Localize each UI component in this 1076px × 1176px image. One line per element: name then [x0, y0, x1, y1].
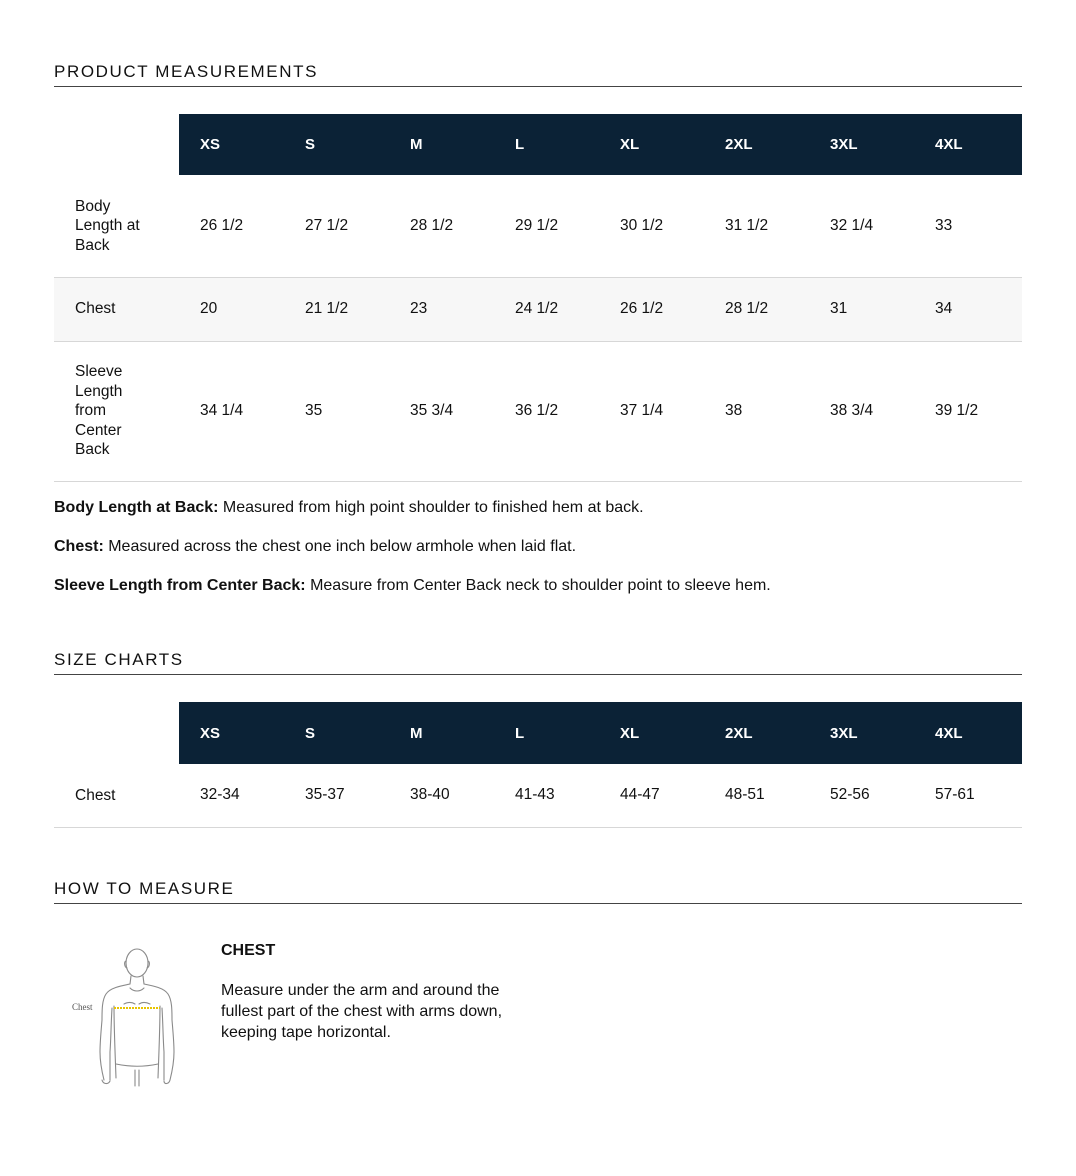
table-cell: 39 1/2 [914, 341, 1022, 481]
size-header: XS [179, 702, 284, 764]
table-cell: 32-34 [179, 764, 284, 827]
table-cell: 26 1/2 [599, 277, 704, 341]
product-measurements-heading: PRODUCT MEASUREMENTS [54, 62, 1022, 87]
body-outline-icon [66, 938, 182, 1090]
figure-label: Chest [72, 1002, 93, 1012]
table-cell: 41-43 [494, 764, 599, 827]
table-cell: 28 1/2 [704, 277, 809, 341]
header-blank-cell [54, 114, 179, 175]
table-cell: 33 [914, 175, 1022, 277]
table-row [54, 341, 1022, 481]
size-charts-table [54, 702, 1022, 828]
table-cell: 38 3/4 [809, 341, 914, 481]
table-cell: 30 1/2 [599, 175, 704, 277]
row-label: Sleeve Length from Center Back [54, 341, 179, 481]
table-cell: 26 1/2 [179, 175, 284, 277]
definition-item [54, 537, 1022, 576]
row-label: Chest [54, 277, 179, 341]
definition-term: Body Length at Back: [54, 499, 219, 516]
size-header: 2XL [704, 702, 809, 764]
chest-measure-figure [66, 938, 182, 1090]
table-cell: 35 3/4 [389, 341, 494, 481]
table-cell: 35-37 [284, 764, 389, 827]
table-cell: 36 1/2 [494, 341, 599, 481]
table-cell: 29 1/2 [494, 175, 599, 277]
table-header-row [54, 702, 1022, 764]
size-header: M [389, 702, 494, 764]
table-cell: 34 [914, 277, 1022, 341]
header-blank-cell [54, 702, 179, 764]
definition-text: Measure from Center Back neck to shoulder point to sleeve hem. [305, 577, 771, 594]
size-header: M [389, 114, 494, 175]
table-cell: 20 [179, 277, 284, 341]
row-label: Chest [54, 764, 179, 827]
table-cell: 31 [809, 277, 914, 341]
size-header: 3XL [809, 702, 914, 764]
how-to-measure-heading: HOW TO MEASURE [54, 879, 1022, 904]
table-cell: 38-40 [389, 764, 494, 827]
definition-item [54, 576, 1022, 615]
table-cell: 35 [284, 341, 389, 481]
table-cell: 23 [389, 277, 494, 341]
table-row [54, 764, 1022, 827]
definition-term: Chest: [54, 538, 104, 555]
size-header: L [494, 114, 599, 175]
table-cell: 21 1/2 [284, 277, 389, 341]
table-cell: 48-51 [704, 764, 809, 827]
measurement-definitions [54, 498, 1022, 615]
table-row [54, 277, 1022, 341]
table-cell: 38 [704, 341, 809, 481]
size-header: XL [599, 114, 704, 175]
table-cell: 52-56 [809, 764, 914, 827]
chest-measure-instructions: Measure under the arm and around the fullest part of the chest with arms down, keeping tape horizontal. [221, 982, 503, 1041]
definition-text: Measured across the chest one inch below armhole when laid flat. [103, 538, 577, 555]
product-measurements-table [54, 114, 1022, 482]
size-header: XL [599, 702, 704, 764]
size-charts-heading: SIZE CHARTS [54, 650, 1022, 675]
size-header: 4XL [914, 114, 1022, 175]
size-header: L [494, 702, 599, 764]
table-header-row [54, 114, 1022, 175]
table-cell: 32 1/4 [809, 175, 914, 277]
table-cell: 34 1/4 [179, 341, 284, 481]
table-cell: 27 1/2 [284, 175, 389, 277]
table-cell: 57-61 [914, 764, 1022, 827]
definition-text: Measured from high point shoulder to finished hem at back. [218, 499, 644, 516]
chest-measure-title: CHEST [221, 942, 276, 959]
row-label: Body Length at Back [54, 175, 179, 277]
size-header: XS [179, 114, 284, 175]
size-header: 2XL [704, 114, 809, 175]
size-header: 4XL [914, 702, 1022, 764]
definition-term: Sleeve Length from Center Back: [54, 577, 306, 594]
table-row [54, 175, 1022, 277]
size-header: S [284, 114, 389, 175]
table-cell: 44-47 [599, 764, 704, 827]
size-header: S [284, 702, 389, 764]
size-header: 3XL [809, 114, 914, 175]
table-cell: 28 1/2 [389, 175, 494, 277]
table-cell: 31 1/2 [704, 175, 809, 277]
table-cell: 37 1/4 [599, 341, 704, 481]
definition-item [54, 498, 1022, 537]
table-cell: 24 1/2 [494, 277, 599, 341]
